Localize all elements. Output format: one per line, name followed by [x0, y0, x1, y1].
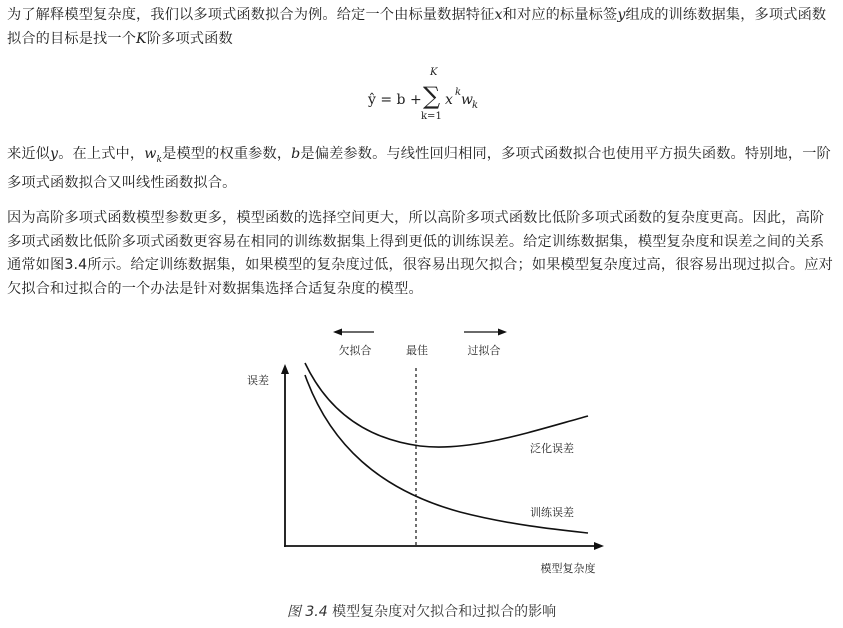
figure-number: 图 3.4: [286, 604, 328, 620]
label-best: 最佳: [406, 344, 428, 357]
formula-subscript: k: [472, 100, 479, 111]
math-var-x: x: [494, 7, 503, 23]
text-run: 来近似: [7, 146, 51, 162]
complexity-error-figure: [0, 320, 843, 600]
math-var-y: y: [50, 146, 59, 162]
label-overfit: 过拟合: [467, 344, 501, 357]
sum-lower-limit: k=1: [421, 111, 442, 122]
generalization-error-curve: [305, 363, 588, 447]
formula-w: w: [461, 92, 473, 108]
label-underfit: 欠拟合: [338, 344, 372, 357]
x-axis-label: 模型复杂度: [540, 562, 596, 575]
text-run: 为了解释模型复杂度，我们以多项式函数拟合为例。给定一个由标量数据特征: [7, 7, 495, 23]
text-run: 是模型的权重参数，: [162, 146, 292, 162]
sum-symbol: ∑: [423, 82, 441, 110]
paragraph-complexity: 因为高阶多项式函数模型参数更多，模型函数的选择空间更大，所以高阶多项式函数比低阶多项式函数的复杂度更高。因此，高阶多项式函数比低阶多项式函数更容易在相同的训练数据集上得到更低的训练误差。给定训练数据集，模型复杂度和误差之间的关系通常如图3.4所示。给定训练数据集，如果模型的复杂度过低，很容易出现欠拟合；如果模型复杂度过高，很容易出现过拟合。应对欠拟合和过拟合的一个办法是针对数据集选择合适复杂度的模型。: [7, 210, 833, 297]
math-var-b: b: [291, 146, 301, 162]
label-generalization-error: 泛化误差: [530, 442, 574, 455]
y-axis-label: 误差: [247, 374, 269, 387]
math-var-K: K: [136, 30, 147, 47]
text-run: 。在上式中，: [58, 146, 145, 162]
paragraph-intro: [7, 4, 837, 51]
text-run: 阶多项式函数: [146, 30, 233, 47]
polynomial-formula: [0, 62, 843, 130]
math-var-y: y: [617, 7, 626, 23]
text-run: 是偏差参数。与线性回归相同，多项式函数拟合也使用平方损失函数。特别地，一阶多项式函数拟合又叫线性函数拟合。: [7, 146, 831, 192]
text-run: 组成的训练数据集，多项式函数拟合的目标是找一个: [7, 7, 827, 47]
x-axis-arrow-icon: [594, 542, 604, 550]
text-run: 和对应的标量标签: [502, 7, 618, 23]
formula-lhs: ŷ = b +: [368, 92, 422, 108]
underfit-arrow-head: [333, 329, 342, 336]
math-var-w: w: [144, 146, 157, 162]
caption-text: 模型复杂度对欠拟合和过拟合的影响: [332, 604, 557, 620]
label-training-error: 训练误差: [530, 506, 574, 519]
formula-exponent: k: [455, 87, 462, 98]
overfit-arrow-head: [498, 329, 507, 336]
figure-caption: [0, 601, 843, 621]
paragraph-explanation: [7, 143, 837, 196]
y-axis-arrow-icon: [281, 364, 289, 374]
formula-x: x: [445, 92, 453, 108]
math-subscript-k: k: [156, 154, 163, 165]
sum-upper-limit: K: [430, 67, 438, 78]
